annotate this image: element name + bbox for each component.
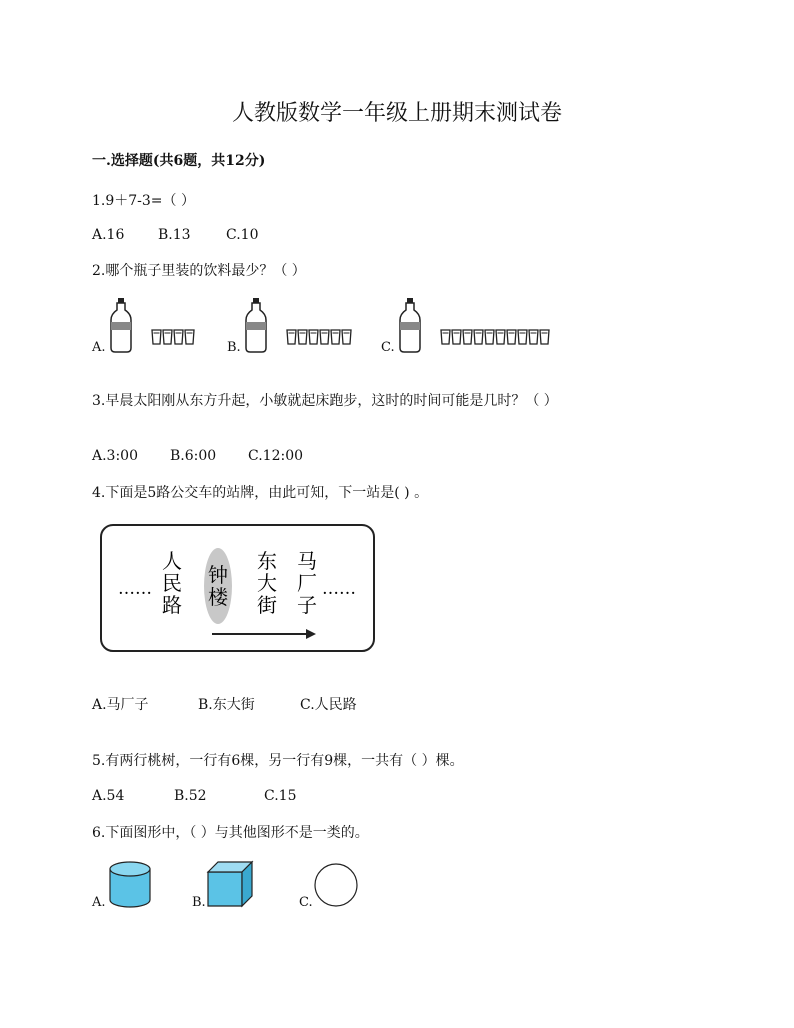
cup-icon [331, 330, 340, 344]
q4-option-b[interactable]: B.东大街 [198, 697, 255, 713]
cup-icon [452, 330, 461, 344]
station-3-char-3: 街 [257, 593, 277, 617]
bus-stop-sign [100, 524, 376, 654]
cup-icon [507, 330, 516, 344]
question-6: 6.下面图形中，（ ）与其他图形不是一类的。 [92, 825, 369, 841]
q2-option-a-label[interactable]: A. [92, 340, 106, 355]
q5-option-c[interactable]: C.15 [264, 788, 297, 804]
q2-option-c-label[interactable]: C. [381, 340, 395, 355]
station-1-char-3: 路 [162, 593, 182, 617]
cup-icon [540, 330, 549, 344]
q6-option-b-label[interactable]: B. [192, 895, 206, 910]
page-title: 人教版数学一年级上册期末测试卷 [231, 101, 562, 126]
bottle-icon [111, 298, 131, 352]
question-4: 4.下面是5路公交车的站牌，由此可知，下一站是( ) 。 [92, 485, 429, 501]
cup-icon [163, 330, 172, 344]
question-5: 5.有两行桃树，一行有6棵，另一行有9棵，一共有（ ）棵。 [92, 753, 464, 769]
q3-option-a[interactable]: A.3:00 [92, 448, 138, 464]
q1-option-b[interactable]: B.13 [158, 227, 191, 243]
question-2: 2.哪个瓶子里装的饮料最少？（ ） [92, 263, 306, 279]
cup-icon [309, 330, 318, 344]
cup-icon [518, 330, 527, 344]
sign-dots-right: …… [322, 579, 356, 599]
question-3: 3.早晨太阳刚从东方升起，小敏就起床跑步，这时的时间可能是几时？（ ） [92, 393, 558, 409]
circle-shape [314, 863, 360, 909]
q2-option-a-figure [108, 298, 208, 358]
cup-icon [463, 330, 472, 344]
cup-icon [185, 330, 194, 344]
cup-icon [485, 330, 494, 344]
q5-option-b[interactable]: B.52 [174, 788, 207, 804]
cup-icon [287, 330, 296, 344]
q2-option-c-figure [397, 298, 557, 358]
bottle-icon [400, 298, 420, 352]
cup-icon [152, 330, 161, 344]
cup-icon [298, 330, 307, 344]
q6-option-a-label[interactable]: A. [92, 895, 106, 910]
station-2-char-2: 楼 [208, 585, 228, 609]
cup-icon [342, 330, 351, 344]
q2-option-b-label[interactable]: B. [227, 340, 241, 355]
q2-option-b-figure [243, 298, 363, 358]
q3-option-b[interactable]: B.6:00 [170, 448, 217, 464]
station-4-char-1: 马 [297, 549, 317, 573]
cup-icon [474, 330, 483, 344]
q4-option-a[interactable]: A.马厂子 [92, 697, 149, 713]
q4-option-c[interactable]: C.人民路 [300, 697, 357, 713]
station-4-char-3: 子 [297, 593, 317, 617]
station-3-char-1: 东 [257, 549, 277, 573]
section-heading: 一.选择题(共6题，共12分) [92, 153, 266, 169]
sign-dots-left: …… [118, 579, 152, 599]
cup-row [152, 330, 194, 344]
cup-icon [174, 330, 183, 344]
station-3-char-2: 大 [257, 571, 277, 595]
question-1: 1.9＋7-3=（ ） [92, 193, 195, 209]
q1-option-c[interactable]: C.10 [226, 227, 259, 243]
cup-icon [320, 330, 329, 344]
q3-option-c[interactable]: C.12:00 [248, 448, 304, 464]
cup-icon [529, 330, 538, 344]
cup-icon [496, 330, 505, 344]
cup-row [441, 330, 549, 344]
bottle-icon [246, 298, 266, 352]
station-4-char-2: 厂 [297, 571, 317, 595]
station-1-char-2: 民 [162, 571, 182, 595]
station-1-char-1: 人 [162, 549, 182, 573]
cup-icon [441, 330, 450, 344]
cylinder-shape [108, 860, 154, 910]
q5-option-a[interactable]: A.54 [92, 788, 125, 804]
q1-option-a[interactable]: A.16 [92, 227, 125, 243]
q6-option-c-label[interactable]: C. [299, 895, 313, 910]
station-2-char-1: 钟 [208, 563, 228, 587]
cube-shape [206, 860, 256, 910]
cup-row [287, 330, 351, 344]
